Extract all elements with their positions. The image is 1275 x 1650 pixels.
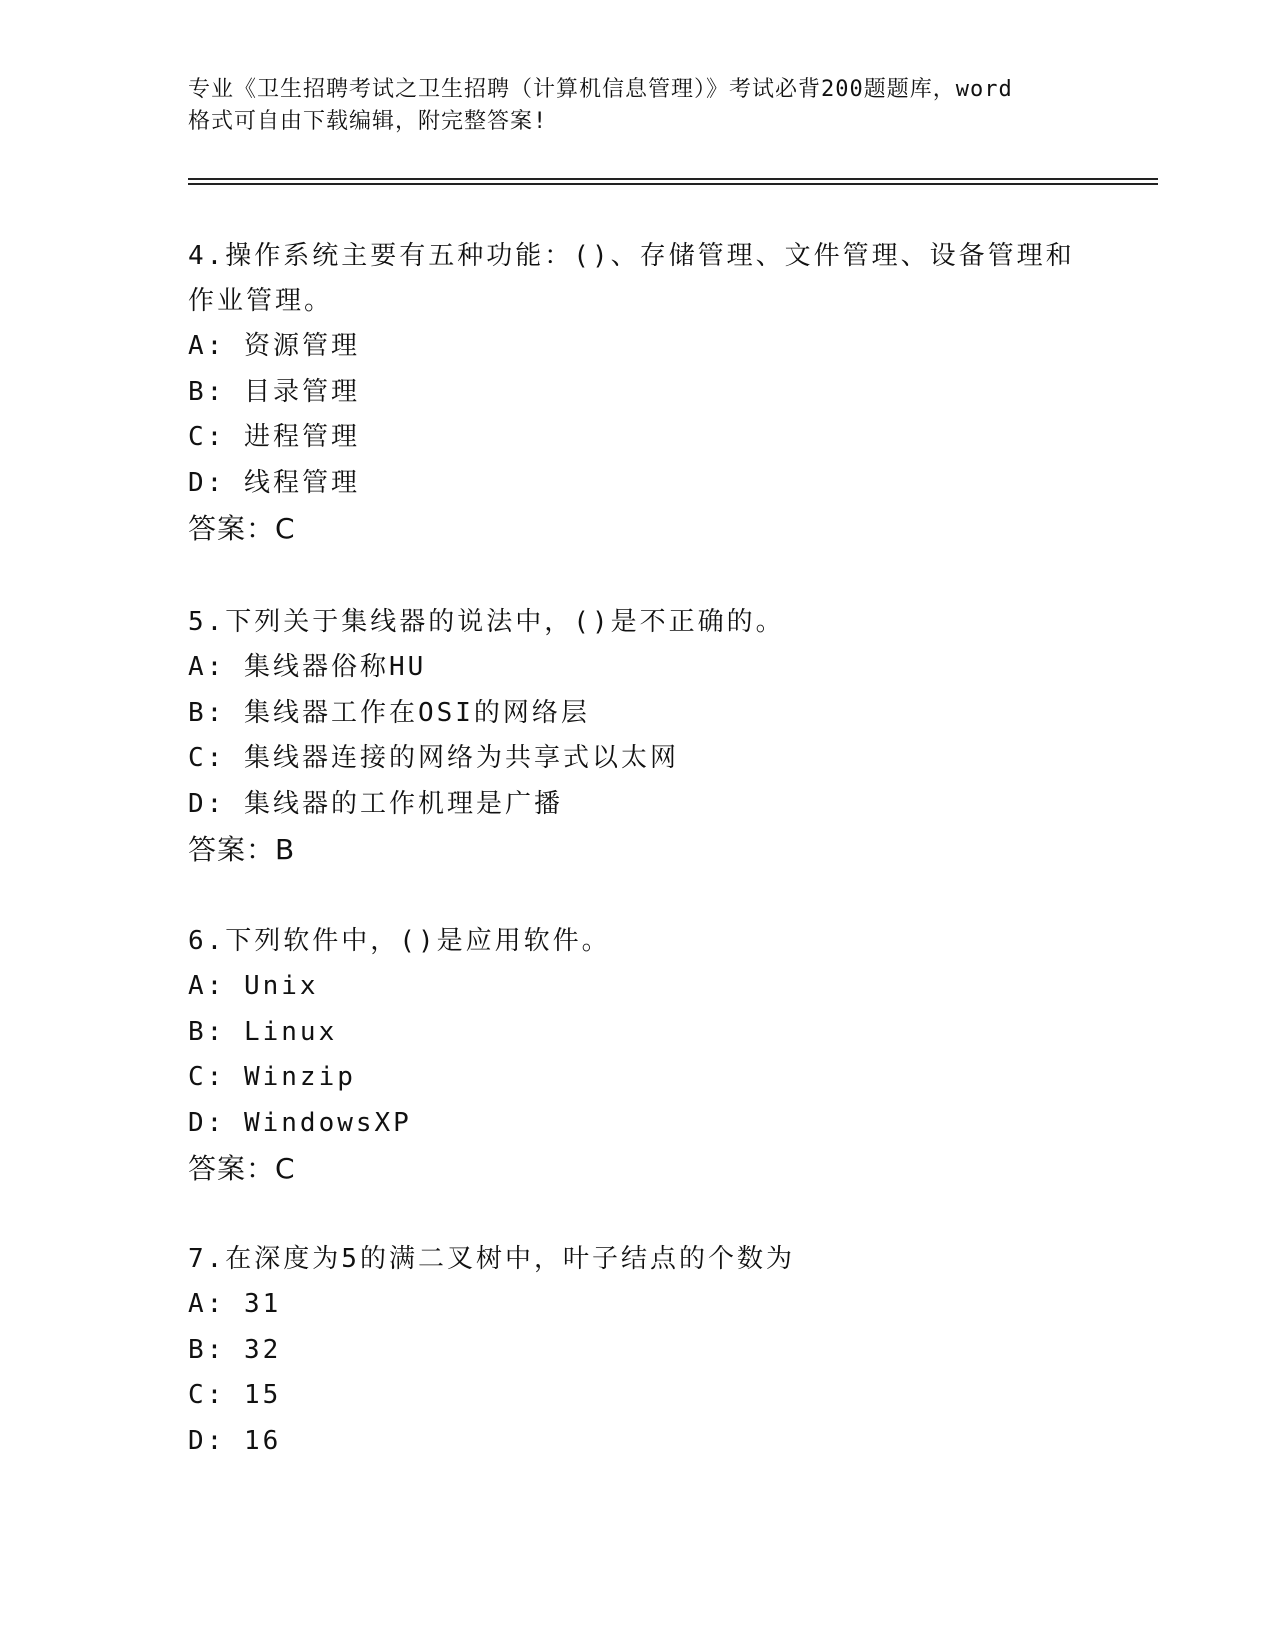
- option-d: D: WindowsXP: [188, 1107, 412, 1138]
- option-c: C: 集线器连接的网络为共享式以太网: [188, 743, 679, 773]
- question-5: [188, 600, 1088, 873]
- question-stem: 6.下列软件中，()是应用软件。: [188, 926, 611, 956]
- option-a: A: 集线器俗称HU: [188, 652, 427, 682]
- option-c: C: Winzip: [188, 1062, 356, 1092]
- option-b: B: Linux: [188, 1016, 338, 1047]
- option-d: D: 集线器的工作机理是广播: [188, 788, 563, 819]
- question-stem: 7.在深度为5的满二叉树中，叶子结点的个数为: [188, 1244, 795, 1274]
- question-6: [188, 919, 1088, 1192]
- header-divider-top: [188, 178, 1158, 180]
- option-b: B: 32: [188, 1334, 282, 1365]
- question-stem: 4.操作系统主要有五种功能：()、存储管理、文件管理、设备管理和 作业管理。: [188, 241, 1075, 316]
- option-a: A: Unix: [188, 971, 319, 1001]
- option-a: A: 31: [188, 1289, 282, 1319]
- option-b: B: 目录管理: [188, 376, 360, 407]
- option-a: A: 资源管理: [188, 331, 360, 361]
- option-d: D: 线程管理: [188, 467, 360, 498]
- option-d: D: 16: [188, 1425, 282, 1456]
- document-header: 专业《卫生招聘考试之卫生招聘（计算机信息管理）》考试必背200题题库，word 格式可自由下载编辑，附完整答案!: [188, 77, 1013, 134]
- answer-line: 答案：C: [188, 512, 296, 545]
- question-7: [188, 1237, 1088, 1464]
- answer-line: 答案：C: [188, 1152, 296, 1185]
- option-b: B: 集线器工作在OSI的网络层: [188, 697, 590, 728]
- option-c: C: 进程管理: [188, 422, 360, 452]
- question-stem: 5.下列关于集线器的说法中，()是不正确的。: [188, 607, 785, 637]
- answer-line: 答案：B: [188, 833, 296, 866]
- option-c: C: 15: [188, 1380, 282, 1410]
- question-4: [188, 234, 1088, 552]
- header-divider-bottom: [188, 183, 1158, 185]
